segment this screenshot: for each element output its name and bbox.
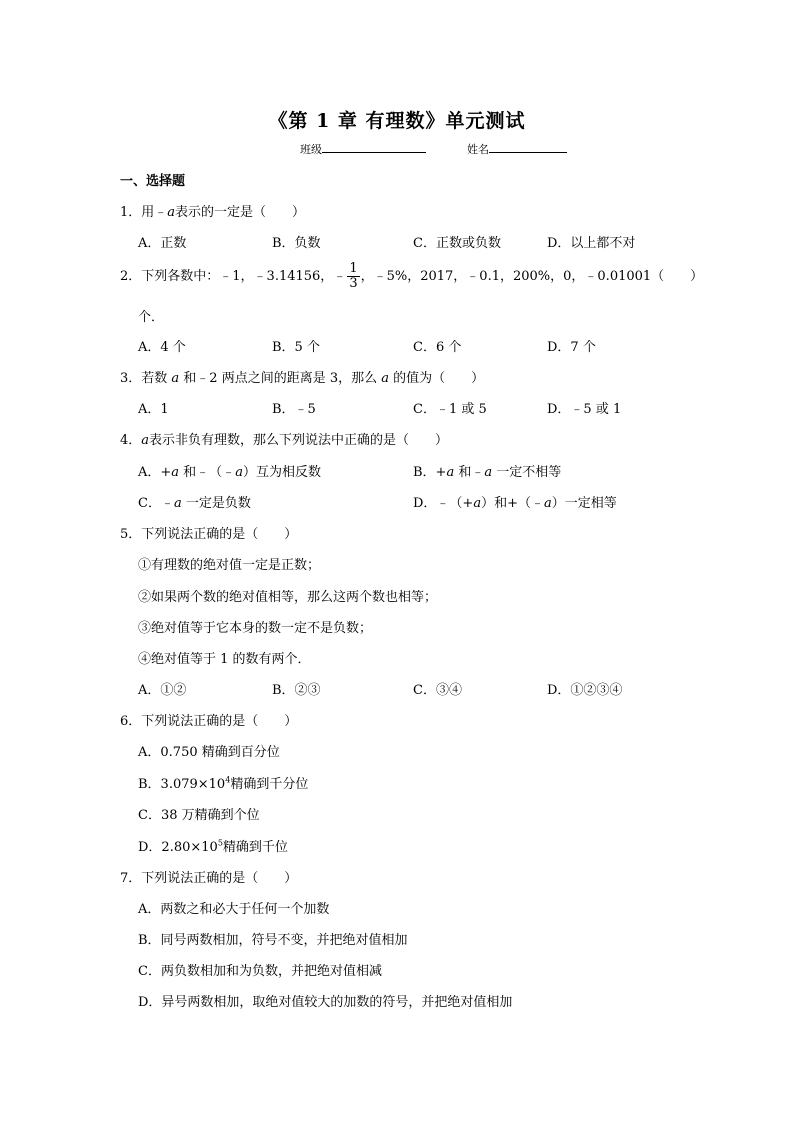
q6-option-d[interactable] [138,840,288,856]
q2-option-c[interactable]: C．6 个 [413,340,462,355]
fraction [347,262,359,291]
q5-option-d[interactable]: D．①②③④ [547,683,623,698]
q6d-post: 精确到千位 [222,840,288,855]
question-4 [120,433,448,449]
q4b-var-1: a [446,465,455,480]
q4a-var-1: a [171,465,180,480]
q3-option-d[interactable]: D．﹣5 或 1 [547,402,622,417]
q3-var-2: a [381,371,390,386]
fraction-denominator: 3 [349,276,358,291]
q3-part-2: 和﹣2 两点之间的距离是 3，那么 [179,371,382,386]
student-info [300,141,567,157]
q4-number: 4． [120,433,142,448]
q4a-part-2: 和﹣（﹣ [179,465,236,480]
q3-part-3: 的值为（ ） [389,371,485,386]
q5-option-c[interactable]: C．③④ [413,683,462,698]
q7-option-a[interactable]: A．两数之和必大于任何一个加数 [138,902,330,917]
q4c-part-1: C．﹣ [138,496,174,511]
q4-option-c[interactable] [138,496,251,512]
q4d-part-1: D．﹣（+ [413,496,474,511]
question-6: 6．下列说法正确的是（ ） [120,714,298,729]
q5-statement-4: ④绝对值等于 1 的数有两个． [138,652,311,667]
q2-stem-continued: 个． [138,310,165,325]
q6b-post: 精确到千分位 [230,777,309,792]
q4c-part-2: 一定是负数 [181,496,251,511]
q4-option-a[interactable] [138,465,321,481]
q6-option-a[interactable]: A．0.750 精确到百分位 [138,745,280,760]
q1-option-a[interactable]: A．正数 [138,236,187,251]
q4b-var-2: a [484,465,493,480]
q4a-part-3: ）互为相反数 [242,465,321,480]
q5-option-b[interactable]: B．②③ [272,683,321,698]
q3-option-a[interactable]: A．1 [138,402,169,417]
q1-stem-post: 表示的一定是（ ） [175,205,306,220]
q6b-pre: B．3.079×10 [138,777,226,792]
q4-option-d[interactable] [413,496,617,512]
name-blank[interactable] [489,141,567,153]
q2-option-d[interactable]: D．7 个 [547,340,596,355]
q1-option-b[interactable]: B．负数 [272,236,321,251]
q4d-var-1: a [473,496,482,511]
q3-option-c[interactable]: C．﹣1 或 5 [413,402,487,417]
q4d-var-2: a [544,496,552,511]
q7-option-c[interactable]: C．两负数相加和为负数，并把绝对值相减 [138,964,382,979]
q4-option-b[interactable] [413,465,561,481]
q4d-part-3: ）一定相等 [551,496,617,511]
q2-option-a[interactable]: A．4 个 [138,340,186,355]
q6-option-c[interactable]: C．38 万精确到个位 [138,808,260,823]
q7-option-d[interactable]: D．异号两数相加，取绝对值较大的加数的符号，并把绝对值相加 [138,995,513,1010]
q6-option-b[interactable] [138,777,308,793]
q2-stem-pre: 2．下列各数中：﹣1，﹣3.14156，﹣ [120,269,347,284]
q1-stem-pre: 1．用﹣ [120,205,168,220]
q4b-part-3: 一定不相等 [492,465,562,480]
q6d-pre: D．2.80×10 [138,840,218,855]
q2-stem-post: ，﹣5%，2017，﹣0.1，200%，0，﹣0.01001（ ） [360,269,704,284]
q1-var: a [167,205,176,220]
q4a-var-2: a [235,465,243,480]
class-label: 班级 [300,143,322,156]
name-label: 姓名 [467,143,489,156]
q4-var: a [141,433,150,448]
section-heading: 一、选择题 [120,174,186,189]
q4-stem: 表示非负有理数，那么下列说法中正确的是（ ） [149,433,449,448]
q6d-exponent: 5 [217,838,223,848]
question-2 [120,262,703,291]
q7-option-b[interactable]: B．同号两数相加，符号不变，并把绝对值相加 [138,933,408,948]
q3-var-1: a [171,371,180,386]
q1-option-c[interactable]: C．正数或负数 [413,236,501,251]
q5-statement-2: ②如果两个数的绝对值相等，那么这两个数也相等； [138,590,438,605]
question-3 [120,371,484,387]
q5-option-a[interactable]: A．①② [138,683,187,698]
q4a-part-1: A．+ [138,465,172,480]
page-title: 《第 1 章 有理数》单元测试 [268,110,526,132]
q4b-part-1: B．+ [413,465,447,480]
q3-option-b[interactable]: B．﹣5 [272,402,316,417]
class-blank[interactable] [322,141,426,153]
question-5: 5．下列说法正确的是（ ） [120,527,298,542]
question-7: 7．下列说法正确的是（ ） [120,871,298,886]
q5-statement-1: ①有理数的绝对值一定是正数； [138,558,321,573]
q4b-part-2: 和﹣ [454,465,485,480]
q1-option-d[interactable]: D．以上都不对 [547,236,636,251]
q3-part-1: 3．若数 [120,371,172,386]
q6b-exponent: 4 [225,775,231,785]
q4c-var-1: a [173,496,182,511]
q5-statement-3: ③绝对值等于它本身的数一定不是负数； [138,621,373,636]
q4d-part-2: ）和+（﹣ [481,496,544,511]
question-1 [120,205,305,221]
q2-option-b[interactable]: B．5 个 [272,340,320,355]
fraction-numerator: 1 [349,261,358,276]
